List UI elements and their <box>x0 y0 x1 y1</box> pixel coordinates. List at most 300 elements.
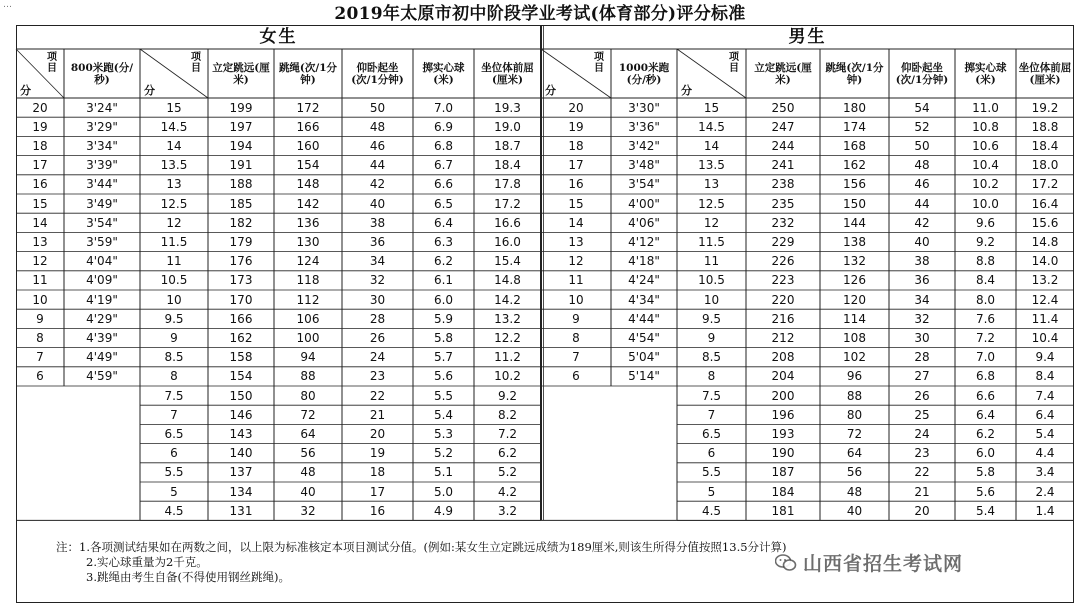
male-run-score: 9 <box>572 311 580 326</box>
female-score-cell: 142 <box>296 196 320 211</box>
female-score-cell: 9.5 <box>164 311 184 326</box>
male-score-cell: 7.0 <box>975 350 996 365</box>
male-score-cell: 5.4 <box>975 503 996 518</box>
male-score-cell: 42 <box>914 215 930 230</box>
female-run-time: 3'34" <box>86 138 118 153</box>
female-score-cell: 140 <box>229 446 253 461</box>
male-run-time: 5'04" <box>628 350 660 365</box>
female-score-cell: 14.5 <box>160 119 188 134</box>
female-run-corner-score-label: 分 <box>20 84 31 97</box>
female-score-cell: 6.5 <box>164 426 184 441</box>
male-score-cell: 244 <box>771 138 795 153</box>
female-run-time: 3'49" <box>86 196 118 211</box>
female-score-cell: 7 <box>170 407 178 422</box>
female-score-cell: 5.9 <box>433 311 454 326</box>
female-run-score: 9 <box>36 311 44 326</box>
male-score-cell: 6.5 <box>701 426 722 441</box>
female-score-cell: 19.3 <box>494 100 521 115</box>
female-score-cell: 4.2 <box>497 484 518 499</box>
male-run-score: 20 <box>568 100 584 115</box>
female-score-cell: 131 <box>229 503 253 518</box>
note-line-3: 3.跳绳由考生自备(不得使用钢丝跳绳)。 <box>86 570 290 584</box>
male-score-cell: 120 <box>843 292 866 307</box>
female-score-cell: 18.4 <box>494 158 521 173</box>
male-score-cell: 6.8 <box>975 369 996 384</box>
male-score-cell: 10.5 <box>698 273 725 288</box>
female-score-cell: 12.5 <box>160 196 188 211</box>
male-score-cell: 26 <box>914 388 930 403</box>
female-score-cell: 158 <box>229 350 253 365</box>
female-score-cell: 32 <box>369 273 386 288</box>
male-score-cell: 40 <box>846 503 863 518</box>
female-score-cell: 8.5 <box>164 350 184 365</box>
male-score-cell: 15 <box>703 100 720 115</box>
note-line-2: 2.实心球重量为2千克。 <box>86 555 208 569</box>
female-score-cell: 6.1 <box>433 273 454 288</box>
male-score-cell: 9.6 <box>975 215 996 230</box>
male-score-cell: 174 <box>843 119 866 134</box>
male-score-cell: 132 <box>843 254 866 269</box>
male-score-cell: 162 <box>843 158 866 173</box>
male-score-cell: 10.0 <box>972 196 999 211</box>
female-run-score: 8 <box>36 330 44 345</box>
male-run-score: 19 <box>568 119 584 134</box>
female-score-cell: 166 <box>296 119 320 134</box>
male-score-cell: 25 <box>914 407 930 422</box>
female-header-3: 掷实心球(米) <box>422 61 465 86</box>
female-score-cell: 88 <box>300 369 316 384</box>
female-score-cell: 194 <box>229 138 253 153</box>
female-run-time: 3'54" <box>86 215 118 230</box>
female-score-cell: 13.2 <box>494 311 521 326</box>
female-score-cell: 13.5 <box>160 158 188 173</box>
male-score-cell: 247 <box>771 119 795 134</box>
female-score-cell: 5.7 <box>433 350 454 365</box>
male-score-cell: 11.4 <box>1031 311 1059 326</box>
female-score-cell: 118 <box>296 273 320 288</box>
watermark-text: 山西省招生考试网 <box>803 553 964 575</box>
female-score-cell: 137 <box>229 465 253 480</box>
male-run-time: 3'36" <box>628 119 660 134</box>
female-run-time: 4'09" <box>86 273 118 288</box>
female-score-cell: 7.0 <box>433 100 454 115</box>
male-score-cell: 12.4 <box>1031 292 1059 307</box>
male-score-cell: 144 <box>843 215 866 230</box>
male-score-cell: 11.0 <box>972 100 999 115</box>
female-score-cell: 112 <box>296 292 320 307</box>
female-score-cell: 17.8 <box>494 177 521 192</box>
female-score-cell: 7.2 <box>497 426 518 441</box>
male-score-cell: 5.5 <box>701 465 722 480</box>
male-score-cell: 11.5 <box>698 234 725 249</box>
female-run-time: 4'49" <box>86 350 118 365</box>
male-score-cell: 18.8 <box>1031 119 1059 134</box>
male-score-cell: 208 <box>771 350 795 365</box>
female-score-cell: 154 <box>229 369 253 384</box>
male-score-cell: 17.2 <box>1031 177 1059 192</box>
male-run-score: 18 <box>568 138 584 153</box>
female-score-cell: 19 <box>369 446 386 461</box>
female-score-cell: 16.0 <box>494 234 521 249</box>
female-score-cell: 15 <box>166 100 182 115</box>
female-run-time: 4'59" <box>86 369 118 384</box>
male-score-cell: 9.5 <box>701 311 722 326</box>
female-run-score: 11 <box>32 273 48 288</box>
female-score-cell: 42 <box>369 177 386 192</box>
female-score-cell: 173 <box>229 273 253 288</box>
female-score-cell: 12 <box>166 215 182 230</box>
male-score-cell: 204 <box>771 369 795 384</box>
female-run-score: 15 <box>32 196 48 211</box>
male-run-score: 15 <box>568 196 584 211</box>
male-score-cell: 3.4 <box>1035 465 1055 480</box>
male-score-cell: 108 <box>843 330 866 345</box>
male-run-score: 12 <box>568 254 584 269</box>
male-run-score: 16 <box>568 177 584 192</box>
female-section-title: 女生 <box>259 27 298 47</box>
male-score-cell: 5 <box>707 484 716 499</box>
female-run-time: 3'44" <box>86 177 118 192</box>
male-score-cell: 24 <box>914 426 930 441</box>
female-run-score: 20 <box>32 100 48 115</box>
male-score-cell: 10.4 <box>972 158 999 173</box>
female-score-cell: 150 <box>229 388 253 403</box>
male-score-cell: 126 <box>843 273 866 288</box>
female-header-4: 坐位体前屈(厘米) <box>481 61 534 86</box>
female-run-score: 6 <box>36 369 44 384</box>
wechat-icon <box>775 554 797 572</box>
female-score-cell: 14.8 <box>494 273 521 288</box>
male-score-cell: 11 <box>703 254 720 269</box>
female-score-cell: 6.5 <box>433 196 454 211</box>
male-run-time: 4'44" <box>628 311 660 326</box>
male-header-0: 立定跳远(厘米) <box>754 61 812 86</box>
female-run-score: 16 <box>32 177 48 192</box>
male-score-cell: 15.6 <box>1031 215 1059 230</box>
male-score-cell: 38 <box>914 254 930 269</box>
male-run-time: 3'54" <box>628 177 660 192</box>
female-run-time: 3'24" <box>86 100 118 115</box>
male-score-cell: 80 <box>846 407 863 422</box>
male-run-time: 4'34" <box>628 292 660 307</box>
male-score-cell: 12 <box>703 215 720 230</box>
male-score-cell: 184 <box>771 484 795 499</box>
female-score-cell: 134 <box>229 484 253 499</box>
male-run-time: 3'42" <box>628 138 660 153</box>
female-score-cell: 6.6 <box>433 177 454 192</box>
female-score-cell: 9.2 <box>497 388 518 403</box>
female-score-cell: 179 <box>229 234 253 249</box>
female-score-cell: 19.0 <box>494 119 521 134</box>
female-score-cell: 10.2 <box>494 369 521 384</box>
female-score-cell: 5.3 <box>433 426 454 441</box>
female-run-time: 3'29" <box>86 119 118 134</box>
male-score-cell: 168 <box>843 138 866 153</box>
male-score-cell: 28 <box>914 350 930 365</box>
female-score-cell: 18 <box>369 465 386 480</box>
male-score-cell: 96 <box>846 369 863 384</box>
female-run-header: 800米跑(分/秒) <box>70 61 134 86</box>
female-score-cell: 6.7 <box>433 158 454 173</box>
male-score-cell: 223 <box>771 273 795 288</box>
male-score-cell: 12.5 <box>698 196 725 211</box>
female-score-cell: 130 <box>296 234 320 249</box>
female-score-cell: 64 <box>300 426 316 441</box>
female-score-cell: 32 <box>300 503 316 518</box>
female-score-cell: 40 <box>300 484 316 499</box>
male-score-cell: 5.8 <box>975 465 996 480</box>
female-score-cell: 16.6 <box>494 215 521 230</box>
female-score-cell: 12.2 <box>494 330 521 345</box>
female-score-cell: 17 <box>369 484 386 499</box>
male-score-cell: 187 <box>771 465 795 480</box>
male-score-cell: 20 <box>914 503 930 518</box>
male-score-corner-score-label: 分 <box>681 84 692 97</box>
male-score-cell: 9 <box>707 330 716 345</box>
female-score-cell: 56 <box>300 446 316 461</box>
male-score-cell: 52 <box>914 119 930 134</box>
male-score-cell: 8 <box>707 369 716 384</box>
male-score-cell: 19.2 <box>1031 100 1059 115</box>
male-header-2: 仰卧起坐(次/1分钟) <box>895 61 949 86</box>
male-score-cell: 2.4 <box>1035 484 1055 499</box>
male-score-cell: 241 <box>771 158 795 173</box>
male-score-cell: 235 <box>771 196 795 211</box>
female-score-cell: 106 <box>296 311 320 326</box>
male-score-corner-item-label: 项 目 <box>729 52 739 74</box>
female-score-cell: 36 <box>369 234 386 249</box>
female-run-score: 10 <box>32 292 48 307</box>
male-score-cell: 193 <box>771 426 795 441</box>
male-score-cell: 196 <box>771 407 795 422</box>
female-score-cell: 176 <box>229 254 253 269</box>
male-score-cell: 14.0 <box>1031 254 1059 269</box>
male-score-cell: 150 <box>843 196 866 211</box>
female-score-cell: 5.1 <box>433 465 454 480</box>
female-score-cell: 6.0 <box>433 292 454 307</box>
male-score-cell: 32 <box>914 311 930 326</box>
female-score-cell: 6.3 <box>433 234 454 249</box>
female-run-score: 7 <box>36 350 44 365</box>
female-score-cell: 28 <box>369 311 386 326</box>
female-score-cell: 5.5 <box>164 465 184 480</box>
male-run-score: 13 <box>568 234 584 249</box>
male-score-cell: 200 <box>771 388 795 403</box>
male-score-cell: 22 <box>914 465 930 480</box>
female-score-cell: 143 <box>229 426 253 441</box>
male-run-corner-item-label: 项 目 <box>594 52 604 74</box>
male-header-3: 掷实心球(米) <box>964 61 1007 86</box>
male-score-cell: 18.0 <box>1031 158 1059 173</box>
female-score-cell: 44 <box>369 158 386 173</box>
female-score-cell: 4.9 <box>433 503 454 518</box>
female-score-cell: 5.5 <box>433 388 454 403</box>
male-score-cell: 36 <box>914 273 930 288</box>
male-run-time: 3'48" <box>628 158 660 173</box>
female-score-cell: 6.2 <box>497 446 518 461</box>
male-score-cell: 5.4 <box>1035 426 1055 441</box>
male-score-cell: 1.4 <box>1035 503 1055 518</box>
male-score-cell: 4.5 <box>701 503 722 518</box>
female-run-time: 3'39" <box>86 158 118 173</box>
male-run-time: 3'30" <box>628 100 660 115</box>
male-score-cell: 46 <box>914 177 930 192</box>
male-score-cell: 6.2 <box>975 426 996 441</box>
male-score-cell: 10.6 <box>972 138 999 153</box>
female-score-cell: 160 <box>296 138 320 153</box>
male-score-cell: 238 <box>771 177 795 192</box>
male-score-cell: 9.2 <box>975 234 996 249</box>
female-score-cell: 18.7 <box>494 138 521 153</box>
male-score-cell: 138 <box>843 234 866 249</box>
male-score-cell: 10.2 <box>972 177 999 192</box>
female-score-cell: 146 <box>229 407 253 422</box>
watermark <box>775 549 963 576</box>
female-run-time: 4'04" <box>86 254 118 269</box>
male-score-cell: 27 <box>914 369 930 384</box>
female-score-cell: 11.2 <box>494 350 521 365</box>
female-run-corner-item-label: 项 目 <box>47 52 57 74</box>
female-score-cell: 182 <box>229 215 253 230</box>
female-score-cell: 10.5 <box>160 273 188 288</box>
female-score-cell: 166 <box>229 311 253 326</box>
male-score-cell: 216 <box>771 311 795 326</box>
female-score-cell: 100 <box>296 330 320 345</box>
male-run-score: 17 <box>568 158 584 173</box>
female-run-score: 14 <box>32 215 48 230</box>
female-run-time: 4'19" <box>86 292 118 307</box>
female-score-corner-item-label: 项 目 <box>191 52 201 74</box>
male-score-cell: 64 <box>846 446 863 461</box>
male-score-cell: 7.2 <box>975 330 996 345</box>
female-header-0: 立定跳远(厘米) <box>212 61 270 86</box>
male-run-corner-score-label: 分 <box>545 84 556 97</box>
female-score-cell: 191 <box>229 158 253 173</box>
female-score-cell: 94 <box>300 350 316 365</box>
female-score-cell: 162 <box>229 330 253 345</box>
male-score-cell: 14.8 <box>1031 234 1059 249</box>
male-score-cell: 16.4 <box>1031 196 1059 211</box>
male-score-cell: 156 <box>843 177 866 192</box>
female-score-cell: 72 <box>300 407 316 422</box>
male-score-cell: 8.4 <box>1035 369 1055 384</box>
male-score-cell: 56 <box>846 465 863 480</box>
female-score-cell: 26 <box>369 330 386 345</box>
male-score-cell: 7.6 <box>975 311 996 326</box>
female-score-cell: 48 <box>300 465 316 480</box>
female-score-cell: 17.2 <box>494 196 521 211</box>
male-score-cell: 10.4 <box>1031 330 1059 345</box>
male-run-score: 8 <box>572 330 580 345</box>
female-score-cell: 10 <box>166 292 182 307</box>
female-score-cell: 24 <box>369 350 386 365</box>
female-score-corner-score-label: 分 <box>144 84 155 97</box>
male-score-cell: 5.6 <box>975 484 996 499</box>
male-score-cell: 7 <box>707 407 716 422</box>
male-score-cell: 190 <box>771 446 795 461</box>
male-run-time: 4'00" <box>628 196 660 211</box>
female-score-cell: 172 <box>296 100 320 115</box>
female-score-cell: 34 <box>369 254 386 269</box>
female-score-cell: 50 <box>369 100 386 115</box>
male-run-score: 6 <box>572 369 580 384</box>
female-score-cell: 30 <box>369 292 386 307</box>
male-score-cell: 23 <box>914 446 930 461</box>
female-score-cell: 38 <box>369 215 386 230</box>
female-score-cell: 5.2 <box>497 465 518 480</box>
male-score-cell: 181 <box>771 503 795 518</box>
male-score-cell: 220 <box>771 292 795 307</box>
male-score-cell: 114 <box>843 311 866 326</box>
female-score-cell: 4.5 <box>164 503 184 518</box>
male-score-cell: 13.2 <box>1031 273 1059 288</box>
male-run-time: 4'54" <box>628 330 660 345</box>
male-score-cell: 34 <box>914 292 930 307</box>
male-score-cell: 180 <box>843 100 866 115</box>
male-score-cell: 6.0 <box>975 446 996 461</box>
female-score-cell: 80 <box>300 388 316 403</box>
female-score-cell: 14 <box>166 138 182 153</box>
female-score-cell: 148 <box>296 177 320 192</box>
female-score-cell: 40 <box>369 196 386 211</box>
female-run-score: 13 <box>32 234 48 249</box>
male-score-cell: 6 <box>707 446 716 461</box>
male-score-cell: 8.5 <box>701 350 722 365</box>
female-score-cell: 20 <box>369 426 386 441</box>
female-score-cell: 7.5 <box>164 388 184 403</box>
male-score-cell: 7.5 <box>701 388 722 403</box>
male-run-time: 4'24" <box>628 273 660 288</box>
male-score-cell: 250 <box>771 100 795 115</box>
female-score-cell: 6.8 <box>433 138 454 153</box>
male-score-cell: 9.4 <box>1035 350 1055 365</box>
male-run-header: 1000米跑(分/秒) <box>618 61 670 86</box>
male-score-cell: 6.4 <box>975 407 996 422</box>
notes <box>56 540 787 585</box>
male-score-cell: 13.5 <box>698 158 725 173</box>
male-score-cell: 18.4 <box>1031 138 1059 153</box>
female-score-cell: 8 <box>170 369 178 384</box>
female-score-cell: 8.2 <box>497 407 518 422</box>
male-score-cell: 212 <box>771 330 795 345</box>
male-score-cell: 50 <box>914 138 930 153</box>
female-score-cell: 5.2 <box>433 446 454 461</box>
male-run-time: 4'06" <box>628 215 660 230</box>
female-score-cell: 199 <box>229 100 253 115</box>
corner-mark: … <box>3 0 12 10</box>
female-score-cell: 185 <box>229 196 253 211</box>
female-score-cell: 6.4 <box>433 215 454 230</box>
female-score-cell: 13 <box>166 177 182 192</box>
female-run-score: 17 <box>32 158 48 173</box>
male-score-cell: 54 <box>914 100 930 115</box>
male-score-cell: 40 <box>914 234 930 249</box>
female-score-cell: 23 <box>369 369 386 384</box>
male-score-cell: 8.0 <box>975 292 996 307</box>
male-score-cell: 232 <box>771 215 795 230</box>
male-score-cell: 229 <box>771 234 795 249</box>
male-score-cell: 7.4 <box>1035 388 1055 403</box>
male-score-cell: 88 <box>846 388 863 403</box>
male-run-score: 10 <box>568 292 584 307</box>
female-score-cell: 5 <box>170 484 178 499</box>
female-score-cell: 14.2 <box>494 292 521 307</box>
male-score-cell: 13 <box>703 177 720 192</box>
female-score-cell: 22 <box>369 388 386 403</box>
male-score-cell: 44 <box>914 196 930 211</box>
male-score-cell: 48 <box>914 158 930 173</box>
female-score-cell: 154 <box>296 158 320 173</box>
